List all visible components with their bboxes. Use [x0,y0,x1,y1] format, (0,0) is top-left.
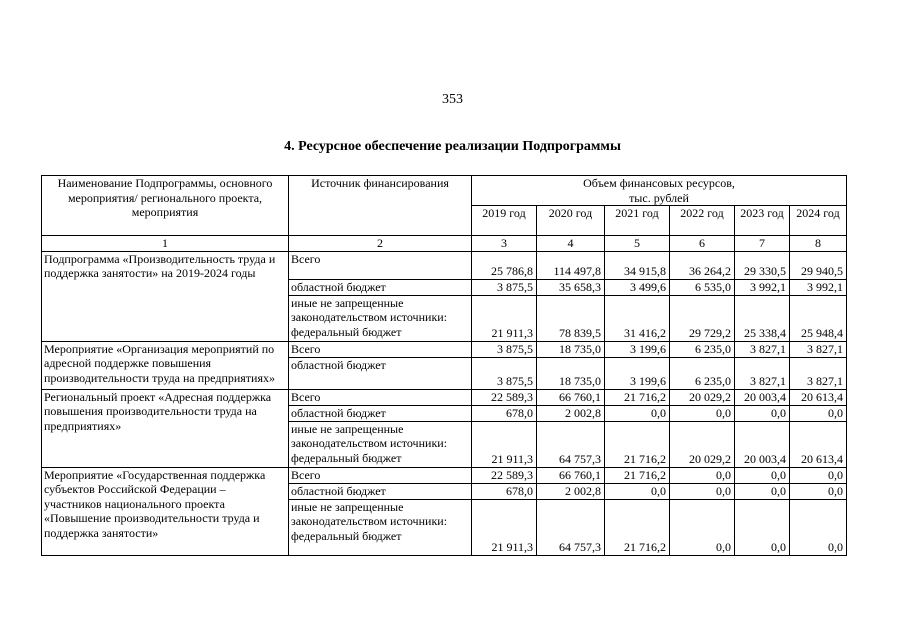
column-number: 7 [735,236,790,252]
row-value: 20 613,4 [790,421,847,467]
row-value: 6 235,0 [670,357,735,389]
section-title: 4. Ресурсное обеспечение реализации Подпрограммы [284,139,621,154]
column-number: 3 [472,236,537,252]
row-value: 0,0 [605,483,670,499]
header-name-col: Наименование Подпрограммы, основного мероприятия/ регионального проекта, мероприятия [42,176,289,236]
row-value: 21 911,3 [472,295,537,341]
column-number: 6 [670,236,735,252]
year-header: 2023 год [735,206,790,236]
year-header: 2022 год [670,206,735,236]
row-value: 66 760,1 [537,389,605,405]
column-number: 4 [537,236,605,252]
row-source: областной бюджет [289,405,472,421]
row-source: областной бюджет [289,483,472,499]
table-row [42,341,847,357]
row-value: 20 003,4 [735,421,790,467]
row-value: 21 716,2 [605,467,670,483]
row-source: иные не запрещенные законодательством источники: федеральный бюджет [289,421,472,467]
row-value: 21 911,3 [472,421,537,467]
row-value: 20 029,2 [670,421,735,467]
row-value: 3 199,6 [605,341,670,357]
column-number: 8 [790,236,847,252]
row-value: 22 589,3 [472,467,537,483]
row-source: иные не запрещенные законодательством источники: федеральный бюджет [289,499,472,555]
row-value: 6 535,0 [670,279,735,295]
column-number: 5 [605,236,670,252]
year-header: 2021 год [605,206,670,236]
header-volume-col [472,176,847,206]
row-value: 21 911,3 [472,499,537,555]
row-value: 25 338,4 [735,295,790,341]
row-value: 0,0 [735,499,790,555]
row-source: Всего [289,467,472,483]
row-value: 3 992,1 [790,279,847,295]
page-number: 353 [442,92,463,107]
row-value: 21 716,2 [605,389,670,405]
row-source: областной бюджет [289,357,472,389]
row-name: Региональный проект «Адресная поддержка повышения производительности труда на предприятиях» [42,389,289,467]
row-value: 22 589,3 [472,389,537,405]
year-header: 2019 год [472,206,537,236]
row-source: Всего [289,389,472,405]
row-value: 29 729,2 [670,295,735,341]
row-value: 34 915,8 [605,251,670,279]
row-value: 64 757,3 [537,499,605,555]
row-value: 3 875,5 [472,341,537,357]
resource-table [41,175,847,556]
row-value: 0,0 [790,405,847,421]
row-value: 21 716,2 [605,421,670,467]
row-value: 64 757,3 [537,421,605,467]
row-value: 18 735,0 [537,341,605,357]
row-value: 3 875,5 [472,279,537,295]
row-value: 3 875,5 [472,357,537,389]
column-number: 2 [289,236,472,252]
row-value: 0,0 [790,483,847,499]
row-name: Мероприятие «Организация мероприятий по адресной поддержке повышения производительности труда на предприятиях» [42,341,289,389]
year-header: 2024 год [790,206,847,236]
row-value: 0,0 [670,405,735,421]
table-row [42,467,847,483]
row-value: 25 948,4 [790,295,847,341]
row-value: 2 002,8 [537,483,605,499]
row-value: 3 827,1 [790,357,847,389]
row-name: Мероприятие «Государственная поддержка субъектов Российской Федерации – участников национального проекта «Повышение производительности труда и поддержка занятости» [42,467,289,555]
header-volume-unit: тыс. рублей [629,190,689,205]
year-header: 2020 год [537,206,605,236]
row-value: 0,0 [670,483,735,499]
row-source: Всего [289,251,472,279]
row-value: 21 716,2 [605,499,670,555]
row-value: 31 416,2 [605,295,670,341]
row-value: 78 839,5 [537,295,605,341]
row-value: 678,0 [472,483,537,499]
row-value: 3 499,6 [605,279,670,295]
row-value: 0,0 [790,499,847,555]
table-row [42,251,847,279]
row-value: 25 786,8 [472,251,537,279]
row-value: 2 002,8 [537,405,605,421]
row-value: 20 029,2 [670,389,735,405]
row-value: 0,0 [670,499,735,555]
row-value: 29 330,5 [735,251,790,279]
header-source-col: Источник финансирования [289,176,472,236]
row-value: 20 613,4 [790,389,847,405]
row-value: 0,0 [670,467,735,483]
table-row [42,389,847,405]
row-value: 0,0 [735,405,790,421]
row-value: 3 827,1 [735,357,790,389]
row-source: областной бюджет [289,279,472,295]
row-value: 0,0 [735,467,790,483]
row-value: 66 760,1 [537,467,605,483]
column-number: 1 [42,236,289,252]
row-value: 3 827,1 [790,341,847,357]
row-value: 0,0 [735,483,790,499]
row-value: 3 199,6 [605,357,670,389]
row-value: 18 735,0 [537,357,605,389]
row-value: 36 264,2 [670,251,735,279]
row-value: 3 992,1 [735,279,790,295]
row-value: 0,0 [790,467,847,483]
row-value: 6 235,0 [670,341,735,357]
row-name: Подпрограмма «Производительность труда и поддержка занятости» на 2019-2024 годы [42,251,289,341]
row-value: 29 940,5 [790,251,847,279]
row-source: иные не запрещенные законодательством источники: федеральный бюджет [289,295,472,341]
row-value: 3 827,1 [735,341,790,357]
row-value: 114 497,8 [537,251,605,279]
row-source: Всего [289,341,472,357]
row-value: 20 003,4 [735,389,790,405]
row-value: 0,0 [605,405,670,421]
row-value: 35 658,3 [537,279,605,295]
header-volume-label: Объем финансовых ресурсов, [583,176,735,190]
row-value: 678,0 [472,405,537,421]
